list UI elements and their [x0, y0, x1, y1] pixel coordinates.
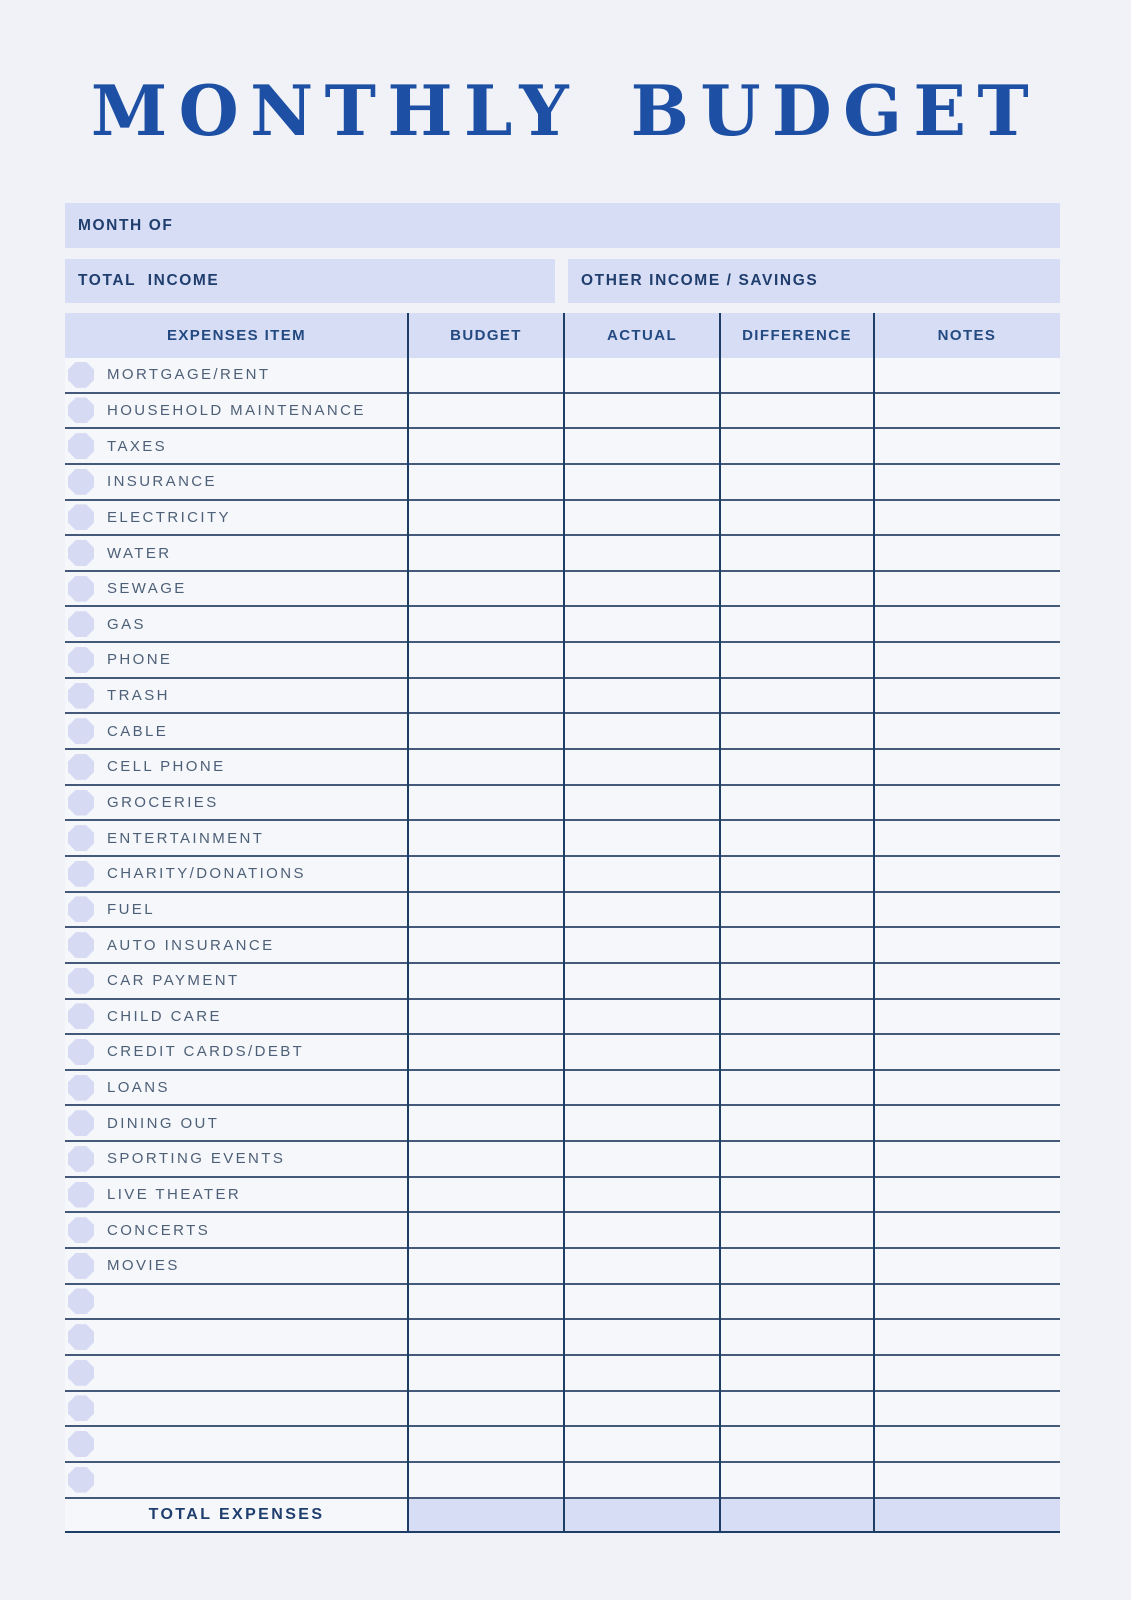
- expense-row: [65, 714, 1060, 750]
- bullet-icon: [68, 540, 94, 566]
- expense-item-cell: [65, 1285, 408, 1319]
- notes-cell[interactable]: [874, 394, 1060, 428]
- expense-item-label: SEWAGE: [107, 580, 187, 598]
- bullet-icon: [68, 469, 94, 495]
- expense-item-cell: [65, 1142, 408, 1176]
- table-header-row: [65, 313, 1060, 358]
- notes-cell[interactable]: [874, 1106, 1060, 1140]
- bullet-icon: [68, 1075, 94, 1101]
- expense-item-cell: [65, 1320, 408, 1354]
- difference-cell[interactable]: [720, 893, 874, 927]
- actual-cell[interactable]: [564, 750, 720, 784]
- notes-cell[interactable]: [874, 1035, 1060, 1069]
- header-actual: ACTUAL: [606, 327, 678, 344]
- actual-cell[interactable]: [564, 394, 720, 428]
- actual-cell[interactable]: [564, 607, 720, 641]
- expense-item-label: CABLE: [107, 722, 169, 740]
- header-expenses-item: EXPENSES ITEM: [166, 327, 307, 344]
- expense-item-cell: [65, 1035, 408, 1069]
- total-income-label: TOTAL INCOME: [78, 272, 220, 289]
- expense-item-cell: [65, 1000, 408, 1034]
- expense-row: [65, 643, 1060, 679]
- difference-cell[interactable]: [720, 786, 874, 820]
- budget-cell[interactable]: [408, 501, 564, 535]
- month-of-bar: [65, 203, 1060, 248]
- expense-item-label: CREDIT CARDS/DEBT: [107, 1043, 305, 1061]
- total-difference-cell[interactable]: [720, 1499, 874, 1531]
- actual-cell[interactable]: [564, 893, 720, 927]
- bullet-icon: [68, 433, 94, 459]
- expense-row: [65, 536, 1060, 572]
- notes-cell[interactable]: [874, 928, 1060, 962]
- expense-row-empty: [65, 1356, 1060, 1392]
- bullet-icon: [68, 1182, 94, 1208]
- budget-cell[interactable]: [408, 857, 564, 891]
- expense-item-label: TRASH: [107, 687, 170, 705]
- actual-cell[interactable]: [564, 501, 720, 535]
- expense-item-cell: [65, 714, 408, 748]
- expense-row: [65, 750, 1060, 786]
- actual-cell[interactable]: [564, 1249, 720, 1283]
- expense-row: [65, 1178, 1060, 1214]
- difference-cell[interactable]: [720, 1213, 874, 1247]
- expense-item-cell: [65, 1106, 408, 1140]
- difference-cell[interactable]: [720, 750, 874, 784]
- bullet-icon: [68, 896, 94, 922]
- header-difference: DIFFERENCE: [742, 327, 852, 344]
- expense-item-label: GROCERIES: [107, 794, 219, 811]
- notes-cell[interactable]: [874, 1000, 1060, 1034]
- expense-item-cell: [65, 928, 408, 962]
- expense-item-cell: [65, 893, 408, 927]
- bullet-icon: [68, 1146, 94, 1172]
- actual-cell[interactable]: [564, 1000, 720, 1034]
- difference-cell[interactable]: [720, 1106, 874, 1140]
- actual-cell[interactable]: [564, 643, 720, 677]
- bullet-icon: [68, 718, 94, 744]
- budget-cell[interactable]: [408, 893, 564, 927]
- budget-cell[interactable]: [408, 714, 564, 748]
- expense-item-cell: [65, 536, 408, 570]
- expense-row: [65, 1106, 1060, 1142]
- expenses-table: [65, 313, 1060, 1533]
- bullet-icon: [68, 1431, 94, 1457]
- expense-item-cell: [65, 643, 408, 677]
- actual-cell[interactable]: [564, 1285, 720, 1319]
- budget-cell[interactable]: [408, 536, 564, 570]
- difference-cell[interactable]: [720, 1178, 874, 1212]
- notes-cell[interactable]: [874, 572, 1060, 606]
- expense-item-cell: [65, 1071, 408, 1105]
- total-actual-cell[interactable]: [564, 1499, 720, 1531]
- total-expenses-row: [65, 1499, 1060, 1533]
- notes-cell[interactable]: [874, 607, 1060, 641]
- actual-cell[interactable]: [564, 1142, 720, 1176]
- difference-cell[interactable]: [720, 1142, 874, 1176]
- total-budget-cell[interactable]: [408, 1499, 564, 1531]
- expense-row: [65, 1000, 1060, 1036]
- difference-cell[interactable]: [720, 714, 874, 748]
- difference-cell[interactable]: [720, 429, 874, 463]
- bullet-icon: [68, 790, 94, 816]
- difference-cell[interactable]: [720, 1392, 874, 1426]
- expense-row: [65, 786, 1060, 822]
- difference-cell[interactable]: [720, 1035, 874, 1069]
- month-of-label: MONTH OF: [78, 216, 174, 234]
- notes-cell[interactable]: [874, 1463, 1060, 1497]
- budget-cell[interactable]: [408, 572, 564, 606]
- difference-cell[interactable]: [720, 1249, 874, 1283]
- expense-item-label: FUEL: [107, 900, 155, 918]
- bullet-icon: [68, 576, 94, 602]
- bullet-icon: [68, 1217, 94, 1243]
- bullet-icon: [68, 397, 94, 423]
- expense-item-cell: [65, 786, 408, 820]
- expense-row: [65, 429, 1060, 465]
- expense-item-label: ELECTRICITY: [107, 508, 231, 526]
- expense-item-cell: [65, 1213, 408, 1247]
- notes-cell[interactable]: [874, 857, 1060, 891]
- expense-row-empty: [65, 1392, 1060, 1428]
- budget-cell[interactable]: [408, 1213, 564, 1247]
- expense-item-cell: [65, 1463, 408, 1497]
- budget-cell[interactable]: [408, 643, 564, 677]
- expense-item-cell: [65, 429, 408, 463]
- expense-item-label: INSURANCE: [107, 473, 217, 491]
- budget-cell[interactable]: [408, 750, 564, 784]
- expense-item-cell: [65, 465, 408, 499]
- expense-row-empty: [65, 1427, 1060, 1463]
- expense-item-label: CONCERTS: [107, 1221, 211, 1239]
- expense-item-label: PHONE: [107, 651, 173, 669]
- expense-row: [65, 1142, 1060, 1178]
- bullet-icon: [68, 754, 94, 780]
- notes-cell[interactable]: [874, 429, 1060, 463]
- total-notes-cell[interactable]: [874, 1499, 1060, 1531]
- expense-item-label: CHARITY/DONATIONS: [107, 865, 306, 883]
- actual-cell[interactable]: [564, 714, 720, 748]
- difference-cell[interactable]: [720, 536, 874, 570]
- expense-item-cell: [65, 821, 408, 855]
- other-income-savings-label: OTHER INCOME / SAVINGS: [581, 272, 819, 289]
- budget-cell[interactable]: [408, 679, 564, 713]
- actual-cell[interactable]: [564, 572, 720, 606]
- bullet-icon: [68, 1324, 94, 1350]
- difference-cell[interactable]: [720, 358, 874, 392]
- actual-cell[interactable]: [564, 1213, 720, 1247]
- total-expenses-label-cell: [65, 1499, 408, 1531]
- difference-cell[interactable]: [720, 1427, 874, 1461]
- total-income-input[interactable]: [219, 259, 555, 303]
- expense-item-label: CHILD CARE: [107, 1007, 222, 1025]
- difference-cell[interactable]: [720, 607, 874, 641]
- actual-cell[interactable]: [564, 1320, 720, 1354]
- total-expenses-label: TOTAL EXPENSES: [148, 1505, 325, 1523]
- notes-cell[interactable]: [874, 643, 1060, 677]
- expense-item-cell: [65, 501, 408, 535]
- budget-cell[interactable]: [408, 465, 564, 499]
- budget-cell[interactable]: [408, 1392, 564, 1426]
- bullet-icon: [68, 1288, 94, 1314]
- actual-cell[interactable]: [564, 928, 720, 962]
- notes-cell[interactable]: [874, 714, 1060, 748]
- bullet-icon: [68, 611, 94, 637]
- budget-cell[interactable]: [408, 1463, 564, 1497]
- bullet-icon: [68, 968, 94, 994]
- difference-cell[interactable]: [720, 857, 874, 891]
- difference-cell[interactable]: [720, 964, 874, 998]
- budget-cell[interactable]: [408, 1142, 564, 1176]
- notes-cell[interactable]: [874, 1392, 1060, 1426]
- notes-cell[interactable]: [874, 1071, 1060, 1105]
- expense-row: [65, 607, 1060, 643]
- expense-row-empty: [65, 1463, 1060, 1499]
- budget-cell[interactable]: [408, 821, 564, 855]
- bullet-icon: [68, 1003, 94, 1029]
- bullet-icon: [68, 362, 94, 388]
- expense-item-cell: [65, 572, 408, 606]
- table-body: [65, 358, 1060, 1499]
- notes-cell[interactable]: [874, 536, 1060, 570]
- budget-cell[interactable]: [408, 1320, 564, 1354]
- notes-cell[interactable]: [874, 750, 1060, 784]
- expense-item-cell: [65, 857, 408, 891]
- expense-row: [65, 928, 1060, 964]
- actual-cell[interactable]: [564, 786, 720, 820]
- expense-item-label: HOUSEHOLD MAINTENANCE: [107, 401, 366, 419]
- expense-item-cell: [65, 679, 408, 713]
- expense-item-cell: [65, 1178, 408, 1212]
- notes-cell[interactable]: [874, 1320, 1060, 1354]
- difference-cell[interactable]: [720, 1071, 874, 1105]
- month-of-input[interactable]: [173, 203, 1060, 248]
- notes-cell[interactable]: [874, 1356, 1060, 1390]
- bullet-icon: [68, 647, 94, 673]
- expense-item-label: LOANS: [107, 1079, 170, 1097]
- notes-cell[interactable]: [874, 821, 1060, 855]
- expense-row: [65, 893, 1060, 929]
- difference-cell[interactable]: [720, 928, 874, 962]
- other-income-savings-bar: [568, 259, 1060, 303]
- total-income-bar: [65, 259, 555, 303]
- expense-item-cell: [65, 607, 408, 641]
- difference-cell[interactable]: [720, 1000, 874, 1034]
- expense-row: [65, 821, 1060, 857]
- expense-row: [65, 465, 1060, 501]
- notes-cell[interactable]: [874, 1178, 1060, 1212]
- bullet-icon: [68, 1039, 94, 1065]
- expense-row: [65, 1071, 1060, 1107]
- budget-cell[interactable]: [408, 1035, 564, 1069]
- notes-cell[interactable]: [874, 1427, 1060, 1461]
- actual-cell[interactable]: [564, 1071, 720, 1105]
- difference-cell[interactable]: [720, 679, 874, 713]
- budget-cell[interactable]: [408, 1249, 564, 1283]
- expense-item-label: LIVE THEATER: [107, 1186, 242, 1204]
- expense-row: [65, 358, 1060, 394]
- expense-item-label: DINING OUT: [107, 1114, 220, 1132]
- bullet-icon: [68, 1253, 94, 1279]
- expense-item-label: MORTGAGE/RENT: [107, 366, 271, 384]
- difference-cell[interactable]: [720, 1463, 874, 1497]
- expense-row: [65, 679, 1060, 715]
- expense-item-label: AUTO INSURANCE: [107, 936, 275, 954]
- expense-item-label: MOVIES: [107, 1257, 180, 1275]
- expense-item-label: GAS: [107, 615, 146, 633]
- expense-item-label: TAXES: [107, 437, 168, 455]
- notes-cell[interactable]: [874, 679, 1060, 713]
- difference-cell[interactable]: [720, 394, 874, 428]
- notes-cell[interactable]: [874, 964, 1060, 998]
- expense-row: [65, 1035, 1060, 1071]
- bullet-icon: [68, 861, 94, 887]
- bullet-icon: [68, 1467, 94, 1493]
- actual-cell[interactable]: [564, 1356, 720, 1390]
- expense-row-empty: [65, 1320, 1060, 1356]
- actual-cell[interactable]: [564, 429, 720, 463]
- actual-cell[interactable]: [564, 536, 720, 570]
- actual-cell[interactable]: [564, 1463, 720, 1497]
- notes-cell[interactable]: [874, 1142, 1060, 1176]
- actual-cell[interactable]: [564, 1035, 720, 1069]
- budget-cell[interactable]: [408, 964, 564, 998]
- expense-item-cell: [65, 964, 408, 998]
- bullet-icon: [68, 1360, 94, 1386]
- budget-cell[interactable]: [408, 928, 564, 962]
- budget-cell[interactable]: [408, 1178, 564, 1212]
- actual-cell[interactable]: [564, 964, 720, 998]
- expense-row: [65, 1213, 1060, 1249]
- actual-cell[interactable]: [564, 1106, 720, 1140]
- difference-cell[interactable]: [720, 465, 874, 499]
- difference-cell[interactable]: [720, 1356, 874, 1390]
- expense-item-label: CAR PAYMENT: [107, 972, 240, 990]
- other-income-savings-input[interactable]: [818, 259, 1060, 303]
- budget-cell[interactable]: [408, 394, 564, 428]
- actual-cell[interactable]: [564, 857, 720, 891]
- difference-cell[interactable]: [720, 501, 874, 535]
- bullet-icon: [68, 1395, 94, 1421]
- actual-cell[interactable]: [564, 821, 720, 855]
- expense-row: [65, 501, 1060, 537]
- header-notes: NOTES: [937, 327, 997, 344]
- notes-cell[interactable]: [874, 893, 1060, 927]
- budget-cell[interactable]: [408, 1285, 564, 1319]
- bullet-icon: [68, 683, 94, 709]
- expense-item-label: CELL PHONE: [107, 758, 226, 776]
- expense-item-cell: [65, 1356, 408, 1390]
- bullet-icon: [68, 504, 94, 530]
- actual-cell[interactable]: [564, 1392, 720, 1426]
- budget-cell[interactable]: [408, 786, 564, 820]
- actual-cell[interactable]: [564, 679, 720, 713]
- notes-cell[interactable]: [874, 465, 1060, 499]
- expense-item-cell: [65, 1427, 408, 1461]
- budget-cell[interactable]: [408, 1106, 564, 1140]
- expense-item-cell: [65, 1392, 408, 1426]
- expense-item-label: WATER: [107, 544, 172, 562]
- budget-cell[interactable]: [408, 1071, 564, 1105]
- expense-row: [65, 394, 1060, 430]
- difference-cell[interactable]: [720, 821, 874, 855]
- bullet-icon: [68, 932, 94, 958]
- expense-item-cell: [65, 1249, 408, 1283]
- page-title: MONTHLY BUDGET: [90, 71, 1041, 152]
- difference-cell[interactable]: [720, 643, 874, 677]
- difference-cell[interactable]: [720, 572, 874, 606]
- expense-row-empty: [65, 1285, 1060, 1321]
- budget-cell[interactable]: [408, 1356, 564, 1390]
- notes-cell[interactable]: [874, 1213, 1060, 1247]
- budget-cell[interactable]: [408, 1427, 564, 1461]
- budget-cell[interactable]: [408, 358, 564, 392]
- expense-item-cell: [65, 394, 408, 428]
- notes-cell[interactable]: [874, 358, 1060, 392]
- bullet-icon: [68, 825, 94, 851]
- actual-cell[interactable]: [564, 1178, 720, 1212]
- budget-cell[interactable]: [408, 607, 564, 641]
- bullet-icon: [68, 1110, 94, 1136]
- budget-cell[interactable]: [408, 429, 564, 463]
- actual-cell[interactable]: [564, 1427, 720, 1461]
- notes-cell[interactable]: [874, 1249, 1060, 1283]
- expense-item-cell: [65, 358, 408, 392]
- notes-cell[interactable]: [874, 501, 1060, 535]
- expense-row: [65, 1249, 1060, 1285]
- expense-item-label: SPORTING EVENTS: [107, 1150, 286, 1168]
- header-budget: BUDGET: [450, 327, 522, 344]
- expense-item-cell: [65, 750, 408, 784]
- notes-cell[interactable]: [874, 786, 1060, 820]
- expense-row: [65, 964, 1060, 1000]
- expense-row: [65, 857, 1060, 893]
- expense-item-label: ENTERTAINMENT: [107, 829, 265, 847]
- difference-cell[interactable]: [720, 1285, 874, 1319]
- expense-row: [65, 572, 1060, 608]
- difference-cell[interactable]: [720, 1320, 874, 1354]
- notes-cell[interactable]: [874, 1285, 1060, 1319]
- actual-cell[interactable]: [564, 465, 720, 499]
- actual-cell[interactable]: [564, 358, 720, 392]
- budget-cell[interactable]: [408, 1000, 564, 1034]
